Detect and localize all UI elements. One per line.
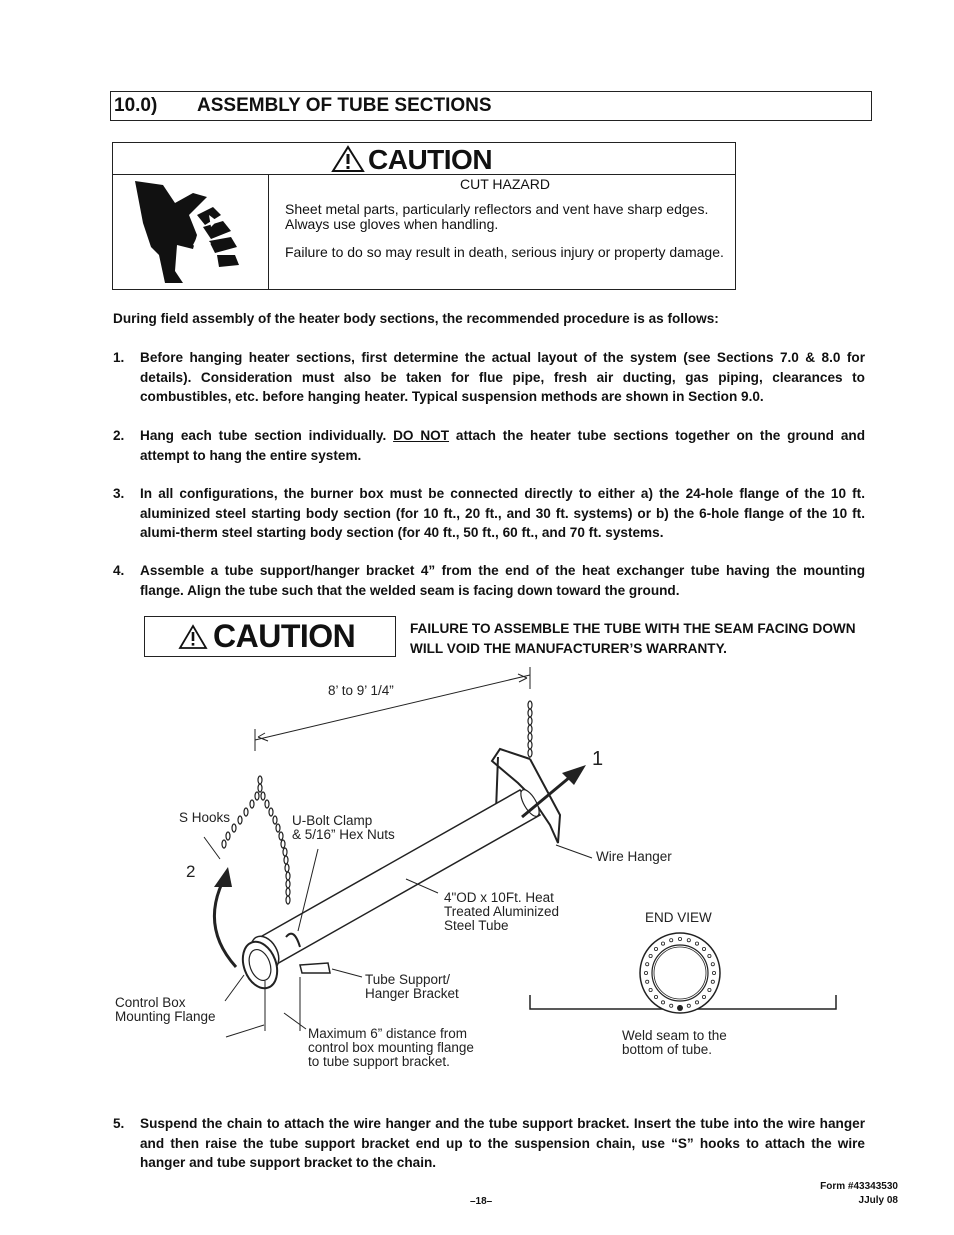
- step-1: [113, 348, 865, 407]
- max-distance-label-3: to tube support bracket.: [308, 1054, 450, 1069]
- warning-triangle-icon: [178, 624, 208, 650]
- step-2: [113, 426, 865, 465]
- support-label-2: Hanger Bracket: [365, 986, 459, 1001]
- form-date: JJuly 08: [858, 1195, 898, 1206]
- step-text: Hang each tube section individually. DO NOT attach the heater tube sections together on the ground and attempt to hang the entire system.: [140, 428, 865, 463]
- tube-label-1: 4"OD x 10Ft. Heat: [444, 890, 554, 905]
- tube-assembly-diagram: [100, 665, 860, 1085]
- step-number: 1.: [113, 350, 125, 365]
- step-5: [113, 1114, 865, 1173]
- step-number: 2.: [113, 428, 125, 443]
- heat-exchanger-tube: [246, 787, 543, 975]
- warning-triangle-icon: [331, 145, 365, 173]
- weld-seam-label-1: Weld seam to the: [622, 1028, 727, 1043]
- step-4: [113, 561, 865, 600]
- step-text: Suspend the chain to attach the wire hanger and the tube support bracket. Insert the tube into the wire hanger and then raise the tube support bracket end up to the suspension chain, use “S” hooks to attach the wire hanger and tube support bracket to the chain.: [140, 1116, 865, 1170]
- form-number: Form #43343530: [820, 1181, 898, 1192]
- left-chain: [222, 776, 290, 904]
- page-number: –18–: [470, 1196, 493, 1207]
- dimension-label: 8’ to 9’ 1/4”: [328, 683, 394, 698]
- section-number: 10.0): [114, 95, 158, 116]
- weld-seam-label-2: bottom of tube.: [622, 1042, 713, 1057]
- s-hooks-label: S Hooks: [179, 810, 231, 825]
- intro-paragraph: During field assembly of the heater body sections, the recommended procedure is as follows:: [113, 311, 719, 326]
- tube-support-bracket: [300, 963, 330, 973]
- cut-hazard-heading: CUT HAZARD: [460, 176, 550, 192]
- marker-1: 1: [592, 748, 604, 770]
- step-number: 4.: [113, 563, 125, 578]
- tube-label-2: Treated Aluminized: [444, 904, 560, 919]
- caution-text: [285, 177, 725, 273]
- wire-hanger-label: Wire Hanger: [596, 849, 672, 864]
- caution-word: CAUTION: [213, 618, 356, 654]
- caution-box: [112, 142, 736, 290]
- flange-label-2: Mounting Flange: [115, 1009, 216, 1024]
- flange-label-1: Control Box: [115, 995, 186, 1010]
- arrow-head-2: [214, 867, 232, 887]
- section-title: ASSEMBLY OF TUBE SECTIONS: [197, 95, 492, 116]
- cut-hazard-line2: Failure to do so may result in death, serious injury or property damage.: [285, 244, 724, 260]
- end-view-label: END VIEW: [645, 910, 712, 925]
- cut-hazard-line1: Sheet metal parts, particularly reflectors and vent have sharp edges. Always use gloves when handling.: [285, 201, 709, 232]
- caution-word: CAUTION: [368, 144, 493, 175]
- u-bolt-label-1: U-Bolt Clamp: [292, 813, 373, 828]
- direction-arrow-2: [214, 879, 236, 967]
- tube-label-3: Steel Tube: [444, 918, 509, 933]
- max-distance-label-1: Maximum 6” distance from: [308, 1026, 468, 1041]
- hand-cut-hazard-icon: [113, 175, 269, 289]
- caution-badge: [144, 616, 396, 657]
- end-view-drawing: [530, 933, 836, 1013]
- section-header: [110, 91, 872, 121]
- step-text: In all configurations, the burner box must be connected directly to either a) the 24-hole flange of the 10 ft. aluminized steel starting body section (for 10 ft., 20 ft., and 30 ft. systems) or b) the 6-hole flange of the 10 ft. alumi-therm steel starting body section (for 40 ft., 50 ft., 60 ft., and 70 ft. systems.: [140, 486, 865, 540]
- marker-2: 2: [186, 862, 196, 881]
- cut-hazard-pictogram: [113, 175, 269, 289]
- caution-header: [113, 143, 735, 175]
- step-3: [113, 484, 865, 543]
- step-number: 3.: [113, 486, 125, 501]
- step-text: Before hanging heater sections, first determine the actual layout of the system (see Sections 7.0 & 8.0 for details). Consideration must also be taken for flue pipe, fresh air ducting, gas piping, clearances to combustibles, etc. before hanging heater. Typical suspension methods are shown in Section 9.0.: [140, 350, 865, 404]
- step-text: Assemble a tube support/hanger bracket 4” from the end of the heat exchanger tube having the mounting flange. Align the tube such that the welded seam is facing down toward the ground.: [140, 563, 865, 598]
- support-label-1: Tube Support/: [365, 972, 451, 987]
- step-number: 5.: [113, 1116, 125, 1131]
- max-distance-label-2: control box mounting flange: [308, 1040, 474, 1055]
- u-bolt-label-2: & 5/16” Hex Nuts: [292, 827, 395, 842]
- warranty-warning: FAILURE TO ASSEMBLE THE TUBE WITH THE SEAM FACING DOWN WILL VOID THE MANUFACTURER’S WARRANTY.: [410, 621, 856, 656]
- do-not-emphasis: DO NOT: [393, 428, 450, 443]
- right-chain: [528, 701, 532, 757]
